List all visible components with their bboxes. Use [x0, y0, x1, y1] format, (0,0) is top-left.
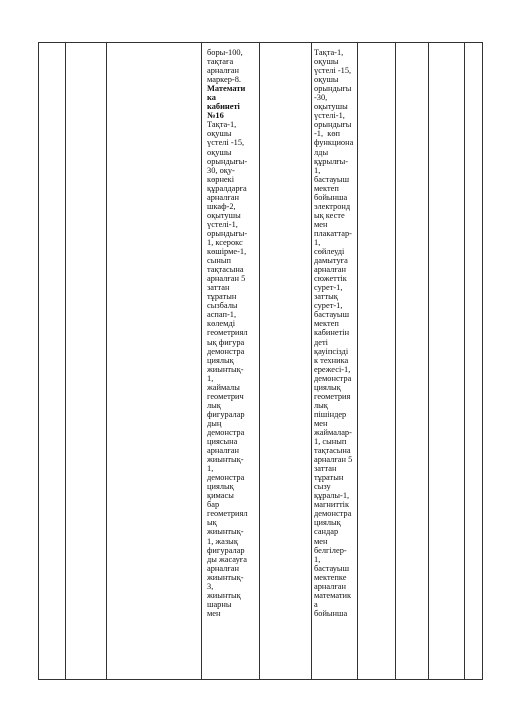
column-divider — [357, 43, 358, 679]
cell-text-line: -30, — [314, 93, 328, 103]
column-divider — [65, 43, 66, 679]
cell-text-line: жиынтық — [207, 590, 241, 600]
cell-text-line: 1, — [207, 464, 214, 474]
cell-text-line: демонстра — [207, 346, 245, 356]
cell-text-line: үстелі -15, — [314, 66, 352, 76]
cell-text-line: жиынтық- — [207, 527, 244, 537]
column-divider — [106, 43, 107, 679]
cell-text-line: циялық — [207, 482, 234, 492]
column-divider — [428, 43, 429, 679]
cell-text-line: қауіпсізді — [314, 346, 349, 356]
cell-text-line: сынып — [207, 256, 231, 266]
cell-text-line: орындығы- — [207, 228, 248, 238]
cell-text-line: демонстра — [207, 427, 245, 437]
cell-text-line: арналған — [207, 192, 239, 202]
column-divider — [395, 43, 396, 679]
column-divider — [311, 43, 312, 679]
cell-text-line: жаймалы — [207, 382, 240, 392]
cell-text-line: циялық — [314, 518, 341, 528]
cell-text-line: кабинеті — [207, 102, 240, 112]
cell-text-line: 30, оқу- — [207, 165, 235, 175]
cell-text-line: ережесі-1, — [314, 364, 351, 374]
cell-text-line: циясына — [207, 437, 238, 447]
cell-text-line: орындығы — [314, 120, 352, 130]
cell-text-line: ық кесте — [314, 210, 345, 220]
cell-text-line: тақтасына — [207, 265, 244, 275]
cell-text-line: маркер-8. — [207, 75, 241, 85]
cell-text-line: үстелі-1, — [207, 219, 238, 229]
cell-text-line: жиынтық- — [207, 455, 244, 465]
cell-text-line: 1, — [314, 554, 321, 564]
cell-text-line: арналған — [314, 581, 346, 591]
cell-text-line: тұратын — [207, 292, 237, 302]
cell-text-line: мектепке — [314, 572, 347, 582]
cell-text-line: сурет-1, — [314, 283, 343, 293]
cell-text-line: плакаттар- — [314, 228, 352, 238]
cell-text-line: көшірме-1, — [207, 247, 247, 257]
cell-text-line: лық — [314, 400, 328, 410]
cell-text-line: 3, — [207, 581, 214, 591]
cell-text-line: геометрич — [207, 391, 244, 401]
cell-text-line: 1, ксерокс — [207, 237, 243, 247]
cell-text-line: арналған — [207, 563, 239, 573]
cell-text-line: демонстра — [314, 373, 352, 383]
cell-text-line: магниттік — [314, 500, 350, 510]
cell-text-line: арналған — [314, 265, 346, 275]
cell-text-line: құралы-1, — [314, 491, 350, 501]
cell-text-line: деті — [314, 337, 328, 347]
cell-text-line: электронд — [314, 201, 351, 211]
cell-text-line: Тақта-1, — [207, 120, 237, 130]
column-divider — [464, 43, 465, 679]
cell-text-line: ық — [207, 518, 217, 528]
cell-text-line: заттан — [207, 283, 230, 293]
cell-text-line: оқушы — [207, 147, 232, 157]
cell-text-line: жиынтық- — [207, 364, 244, 374]
cell-text-line: бастауыш — [314, 563, 350, 573]
equipment-table — [38, 42, 483, 680]
cell-text-line: геометриял — [207, 328, 248, 338]
cell-text-line: боры-100, — [207, 48, 243, 57]
cell-text-line: геометриял — [207, 509, 248, 519]
cell-text-line: сандар — [314, 527, 339, 537]
cell-text-line: фигуралар — [207, 545, 245, 555]
cell-text-line: фигуралар — [207, 409, 245, 419]
cell-text-line: -1, көп — [314, 129, 340, 139]
equipment-cell-math-room — [207, 48, 259, 618]
cell-text-line: дың — [207, 418, 222, 428]
cell-text-line: к техника — [314, 355, 349, 365]
cell-text-line: көрнекі — [207, 174, 235, 184]
cell-text-line: оқытушы — [207, 210, 241, 220]
cell-text-line: лды — [314, 147, 329, 157]
cell-text-line: бойынша — [314, 608, 348, 618]
cell-text-line: Тақта-1, — [314, 48, 344, 57]
cell-text-line: құралдарға — [207, 183, 247, 193]
cell-text-line: тұратын — [314, 473, 344, 483]
cell-text-line: құрылғы- — [314, 156, 349, 166]
cell-text-line: демонстра — [314, 509, 352, 519]
cell-text-line: шкаф-2, — [207, 201, 236, 211]
cell-text-line: ды жасауға — [207, 554, 247, 564]
cell-text-line: дамытуға — [314, 256, 348, 266]
cell-text-line: үстелі -15, — [207, 138, 245, 148]
cell-text-line: 1, сынып — [314, 437, 347, 447]
cell-text-line: сюжеттік — [314, 274, 347, 284]
cell-text-line: математик — [314, 590, 352, 600]
cell-text-line: 1, — [207, 373, 214, 383]
cell-text-line: пішіндер — [314, 409, 347, 419]
cell-text-line: оқытушы — [314, 102, 348, 112]
cell-text-line: мен — [314, 418, 328, 428]
cell-text-line: 1, — [314, 237, 321, 247]
cell-text-line: №16 — [207, 111, 224, 121]
cell-text-line: мектеп — [314, 319, 339, 329]
cell-text-line: оқушы — [207, 129, 232, 139]
cell-text-line: а — [314, 599, 318, 609]
column-divider — [259, 43, 260, 679]
cell-text-line: Математи — [207, 84, 246, 94]
equipment-cell-primary-room — [314, 48, 357, 618]
cell-text-line: оқушы — [314, 75, 339, 85]
cell-text-line: бастауыш — [314, 174, 350, 184]
cell-text-line: арналған 5 — [207, 274, 246, 284]
cell-text-line: функциона — [314, 138, 354, 148]
cell-text-line: белгілер- — [314, 545, 347, 555]
cell-text-line: орындығы- — [207, 156, 248, 166]
cell-text-line: заттық — [314, 292, 338, 302]
cell-text-line: тақтаға — [207, 57, 234, 67]
cell-text-line: арналған 5 — [314, 455, 353, 465]
cell-text-line: мен — [207, 608, 221, 618]
cell-text-line: мен — [314, 536, 328, 546]
cell-text-line: бар — [207, 500, 220, 510]
cell-text-line: тақтасына — [314, 446, 351, 456]
cell-text-line: бойынша — [314, 192, 348, 202]
cell-text-line: кабинетін — [314, 328, 350, 338]
column-divider — [201, 43, 202, 679]
cell-text-line: қимасы — [207, 491, 234, 501]
cell-text-line: үстелі-1, — [314, 111, 345, 121]
cell-text-line: сызу — [314, 482, 331, 492]
cell-text-line: циялық — [207, 355, 234, 365]
cell-text-line: сөйлеуді — [314, 247, 345, 257]
cell-text-line: аспап-1, — [207, 310, 237, 320]
cell-text-line: ка — [207, 93, 216, 103]
cell-text-line: мен — [314, 219, 328, 229]
cell-text-line: оқушы — [314, 57, 339, 67]
cell-text-line: 1, жазық — [207, 536, 238, 546]
cell-text-line: заттан — [314, 464, 337, 474]
cell-text-line: геометрия — [314, 391, 351, 401]
cell-text-line: демонстра — [207, 473, 245, 483]
cell-text-line: лық — [207, 400, 221, 410]
cell-text-line: көлемді — [207, 319, 236, 329]
cell-text-line: ық фигура — [207, 337, 245, 347]
cell-text-line: арналған — [207, 66, 239, 76]
cell-text-line: жаймалар- — [314, 427, 352, 437]
cell-text-line: мектеп — [314, 183, 339, 193]
cell-text-line: бастауыш — [314, 310, 350, 320]
cell-text-line: орындығы — [314, 84, 352, 94]
cell-text-line: сурет-1, — [314, 301, 343, 311]
cell-text-line: сызбалы — [207, 301, 238, 311]
cell-text-line: жиынтық- — [207, 572, 244, 582]
cell-text-line: арналған — [207, 446, 239, 456]
cell-text-line: циялық — [314, 382, 341, 392]
cell-text-line: шарны — [207, 599, 232, 609]
cell-text-line: 1, — [314, 165, 321, 175]
